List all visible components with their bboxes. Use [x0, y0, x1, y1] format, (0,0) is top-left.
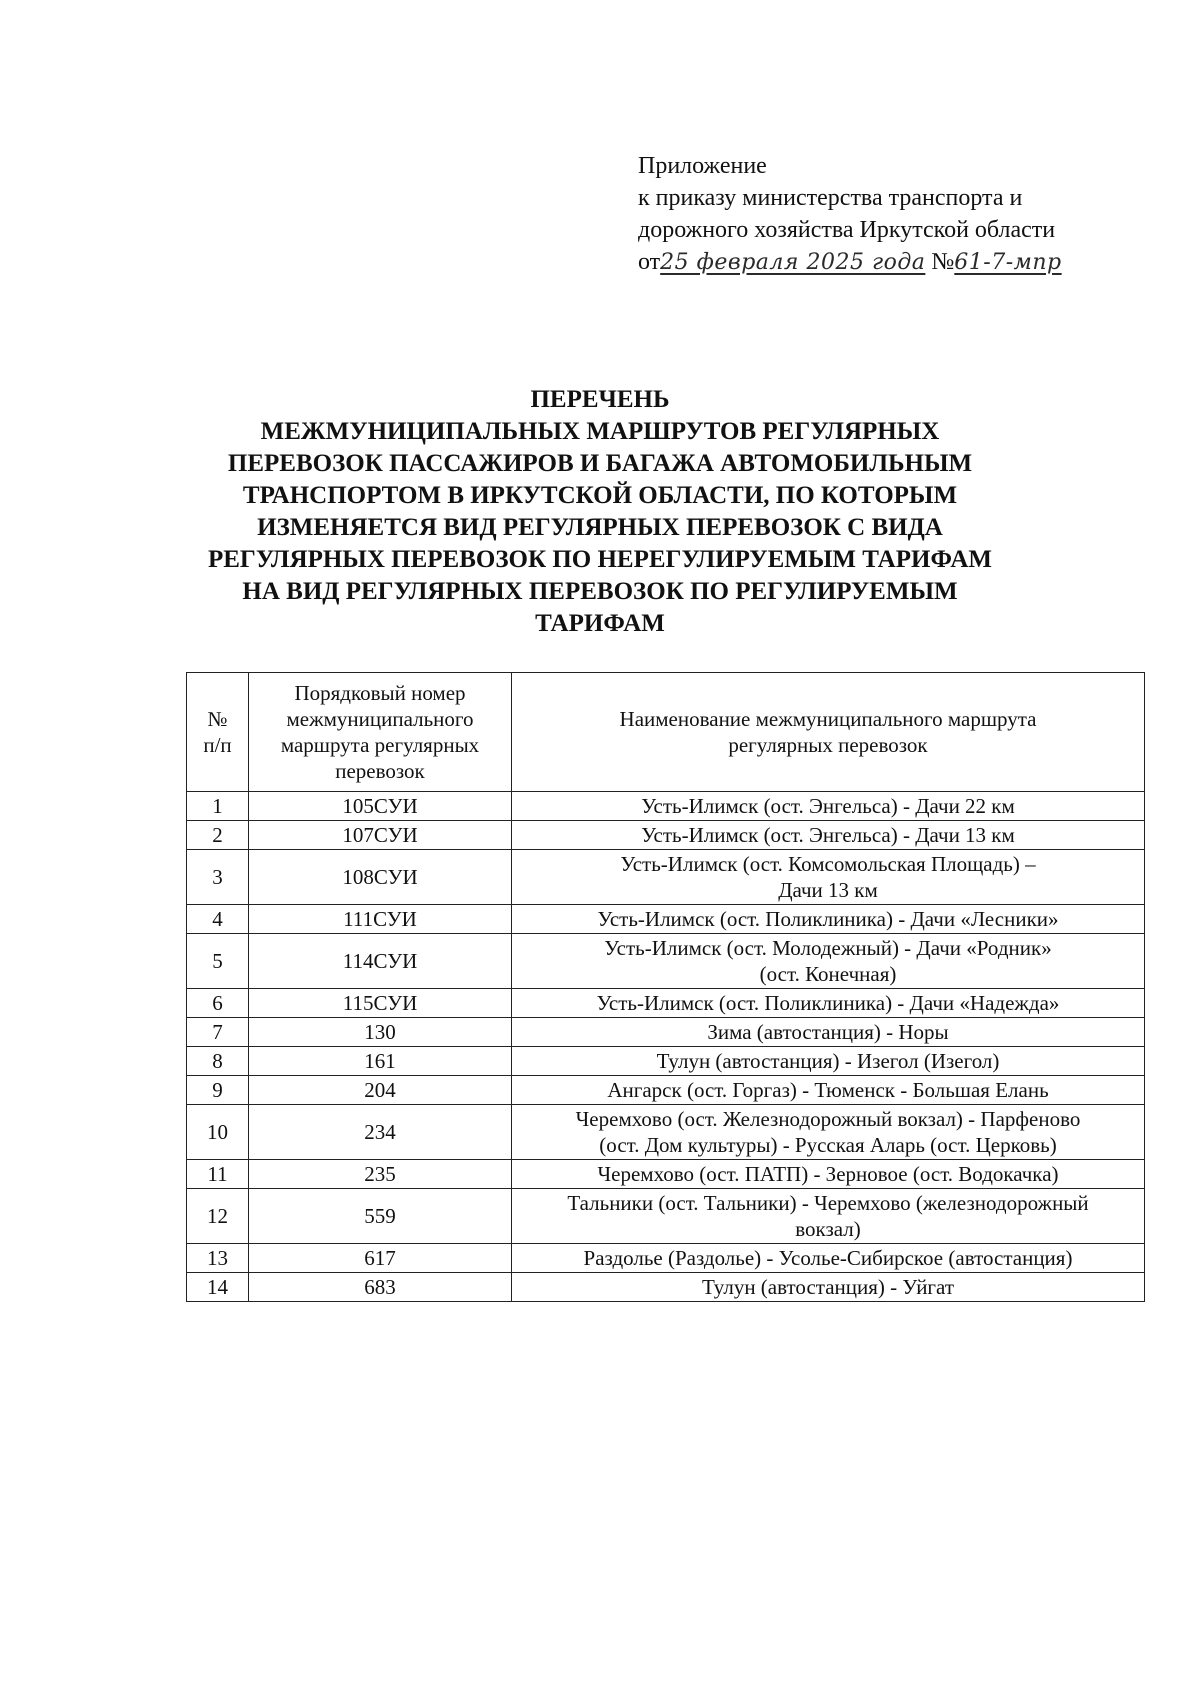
header-route-name: [512, 673, 1145, 792]
table-row: [187, 792, 1145, 821]
route-name-line: Зима (автостанция) - Норы: [707, 1020, 949, 1044]
cell-number: 13: [187, 1244, 249, 1273]
route-name-line: Усть-Илимск (ост. Энгельса) - Дачи 22 км: [641, 794, 1015, 818]
cell-route-name: [512, 850, 1145, 905]
route-name-line: Усть-Илимск (ост. Энгельса) - Дачи 13 км: [641, 823, 1015, 847]
table-row: [187, 1076, 1145, 1105]
title-line: НА ВИД РЕГУЛЯРНЫХ ПЕРЕВОЗОК ПО РЕГУЛИРУЕМЫМ: [242, 578, 958, 605]
cell-route-code: 108СУИ: [249, 850, 512, 905]
table-row: [187, 1189, 1145, 1244]
table-row: [187, 1105, 1145, 1160]
route-name-line: Усть-Илимск (ост. Молодежный) - Дачи «Родник»: [604, 936, 1052, 960]
cell-number: 1: [187, 792, 249, 821]
cell-route-name: [512, 1018, 1145, 1047]
title-line: ТРАНСПОРТОМ В ИРКУТСКОЙ ОБЛАСТИ, ПО КОТОРЫМ: [242, 482, 958, 509]
routes-table: [186, 672, 1145, 1302]
title-line: МЕЖМУНИЦИПАЛЬНЫХ МАРШРУТОВ РЕГУЛЯРНЫХ: [260, 418, 940, 445]
header-text: Порядковый номер: [294, 681, 466, 705]
table-row: [187, 850, 1145, 905]
title-line: ИЗМЕНЯЕТСЯ ВИД РЕГУЛЯРНЫХ ПЕРЕВОЗОК С ВИДА: [257, 514, 943, 541]
table-row: [187, 1047, 1145, 1076]
table-row: [187, 1273, 1145, 1302]
route-name-line: Усть-Илимск (ост. Поликлиника) - Дачи «Лесники»: [597, 907, 1059, 931]
table-row: [187, 1244, 1145, 1273]
cell-route-code: 234: [249, 1105, 512, 1160]
cell-number: 14: [187, 1273, 249, 1302]
cell-route-name: [512, 905, 1145, 934]
cell-number: 10: [187, 1105, 249, 1160]
route-name-line: вокзал): [795, 1217, 861, 1241]
cell-route-name: [512, 1244, 1145, 1273]
cell-route-name: [512, 1189, 1145, 1244]
table-row: [187, 1018, 1145, 1047]
cell-number: 5: [187, 934, 249, 989]
cell-route-code: 204: [249, 1076, 512, 1105]
route-name-line: Усть-Илимск (ост. Комсомольская Площадь) –: [620, 852, 1036, 876]
cell-number: 7: [187, 1018, 249, 1047]
cell-number: 4: [187, 905, 249, 934]
route-name-line: Дачи 13 км: [778, 878, 878, 902]
cell-route-code: 683: [249, 1273, 512, 1302]
title-line: ТАРИФАМ: [535, 610, 665, 637]
cell-route-code: 235: [249, 1160, 512, 1189]
route-name-line: Черемхово (ост. Железнодорожный вокзал) - Парфеново: [575, 1107, 1081, 1131]
table-row: [187, 989, 1145, 1018]
cell-route-name: [512, 1273, 1145, 1302]
route-name-line: Раздолье (Раздолье) - Усолье-Сибирское (автостанция): [583, 1246, 1073, 1270]
handwritten-number: 61-7-мпр: [954, 250, 1062, 275]
cell-route-code: 107СУИ: [249, 821, 512, 850]
route-name-line: Тальники (ост. Тальники) - Черемхово (железнодорожный: [567, 1191, 1089, 1215]
cell-number: 9: [187, 1076, 249, 1105]
header-text: маршрута регулярных: [280, 733, 480, 757]
appendix-label: Приложение: [638, 153, 767, 179]
header-number: [187, 673, 249, 792]
cell-route-code: 161: [249, 1047, 512, 1076]
number-prefix: №: [931, 249, 955, 275]
cell-route-name: [512, 792, 1145, 821]
route-name-line: (ост. Конечная): [759, 962, 897, 986]
route-name-line: Тулун (автостанция) - Уйгат: [701, 1275, 955, 1299]
cell-number: 12: [187, 1189, 249, 1244]
header-text: п/п: [203, 733, 232, 757]
cell-route-code: 115СУИ: [249, 989, 512, 1018]
title-line: РЕГУЛЯРНЫХ ПЕРЕВОЗОК ПО НЕРЕГУЛИРУЕМЫМ ТАРИФАМ: [207, 546, 992, 573]
table-header-row: [187, 673, 1145, 792]
header-text: Наименование межмуниципального маршрута: [619, 707, 1037, 731]
route-name-line: (ост. Дом культуры) - Русская Аларь (ост. Церковь): [599, 1133, 1057, 1157]
table-row: [187, 1160, 1145, 1189]
appendix-ministry-line: дорожного хозяйства Иркутской области: [638, 217, 1056, 243]
table-row: [187, 905, 1145, 934]
cell-number: 11: [187, 1160, 249, 1189]
cell-route-code: 111СУИ: [249, 905, 512, 934]
cell-route-code: 617: [249, 1244, 512, 1273]
header-text: №: [207, 707, 228, 731]
cell-route-name: [512, 934, 1145, 989]
date-prefix: от: [638, 249, 661, 275]
header-text: межмуниципального: [286, 707, 474, 731]
appendix-header: [638, 150, 1158, 279]
handwritten-date: 25 февраля 2025 года: [660, 250, 926, 275]
cell-route-name: [512, 1076, 1145, 1105]
header-route-number: [249, 673, 512, 792]
cell-route-name: [512, 989, 1145, 1018]
cell-route-name: [512, 1105, 1145, 1160]
cell-route-code: 130: [249, 1018, 512, 1047]
cell-route-code: 559: [249, 1189, 512, 1244]
cell-route-code: 105СУИ: [249, 792, 512, 821]
header-text: регулярных перевозок: [728, 733, 928, 757]
cell-route-name: [512, 1160, 1145, 1189]
cell-number: 3: [187, 850, 249, 905]
cell-number: 6: [187, 989, 249, 1018]
cell-route-name: [512, 821, 1145, 850]
title-line: ПЕРЕВОЗОК ПАССАЖИРОВ И БАГАЖА АВТОМОБИЛЬНЫМ: [227, 450, 973, 477]
document-title: [200, 384, 1000, 640]
title-line: ПЕРЕЧЕНЬ: [530, 386, 670, 413]
appendix-order-line: к приказу министерства транспорта и: [638, 185, 1023, 211]
appendix-date-line: [638, 246, 1158, 279]
cell-number: 2: [187, 821, 249, 850]
cell-number: 8: [187, 1047, 249, 1076]
cell-route-code: 114СУИ: [249, 934, 512, 989]
route-name-line: Усть-Илимск (ост. Поликлиника) - Дачи «Надежда»: [596, 991, 1060, 1015]
route-name-line: Тулун (автостанция) - Изегол (Изегол): [656, 1049, 1000, 1073]
header-text: перевозок: [335, 759, 425, 783]
route-name-line: Черемхово (ост. ПАТП) - Зерновое (ост. Водокачка): [597, 1162, 1059, 1186]
table-row: [187, 821, 1145, 850]
cell-route-name: [512, 1047, 1145, 1076]
route-name-line: Ангарск (ост. Горгаз) - Тюменск - Большая Елань: [607, 1078, 1049, 1102]
table-row: [187, 934, 1145, 989]
